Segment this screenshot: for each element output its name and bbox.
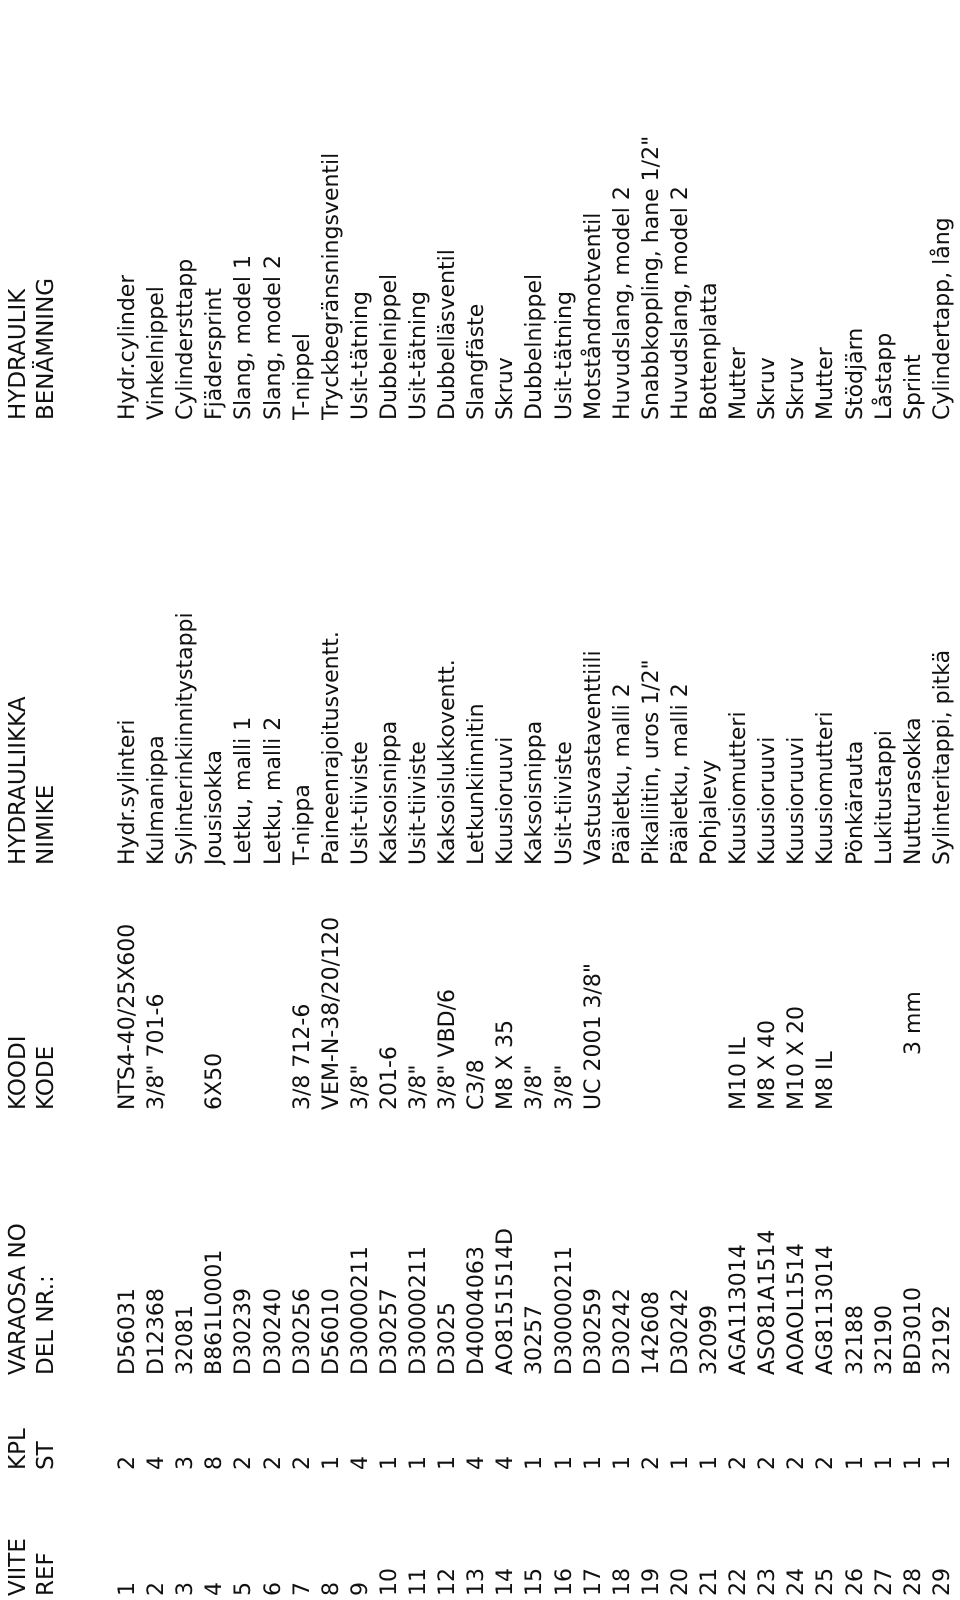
part-no-cell: D30242 — [609, 1288, 635, 1375]
code-cell: 3 mm — [900, 991, 926, 1055]
code-cell: NTS4-40/25X600 — [115, 923, 140, 1110]
name-fi-cell: Lukitustappi — [871, 730, 897, 865]
part-no-cell: AGA113014 — [726, 1244, 752, 1375]
name-fi-cell: Usit-tiiviste — [406, 741, 431, 865]
name-se-cell: Bottenplatta — [697, 282, 722, 420]
table-row — [201, 0, 229, 1600]
code-cell: M10 IL — [726, 1037, 752, 1110]
qty-cell: 1 — [929, 1456, 955, 1470]
ref-cell: 14 — [493, 1568, 519, 1596]
code-cell: 3/8" — [347, 1064, 373, 1110]
part-no-cell: D30256 — [289, 1288, 315, 1375]
part-no-cell: D3025 — [435, 1302, 461, 1375]
header-name-se: HYDRAULIK — [5, 288, 31, 420]
name-fi-cell: Jousisokka — [202, 750, 228, 865]
part-no-cell: D30000211 — [347, 1246, 373, 1375]
name-se-cell: Huvudslang, model 2 — [667, 186, 693, 420]
qty-cell: 1 — [842, 1456, 868, 1470]
code-cell: 6X50 — [202, 1052, 228, 1110]
code-cell: UC 2001 3/8" — [580, 963, 606, 1110]
part-no-cell: 32188 — [842, 1305, 868, 1375]
table-row — [260, 0, 288, 1600]
name-fi-cell: Sylinterinkiinnitystappi — [173, 612, 199, 865]
name-fi-cell: Usit-tiiviste — [551, 741, 577, 865]
name-se-cell: Fjädersprint — [202, 288, 228, 420]
part-no-cell: BD3010 — [900, 1286, 926, 1375]
qty-cell: 1 — [580, 1456, 606, 1470]
name-se-cell: Mutter — [813, 347, 839, 420]
header-code: KOODI — [5, 1035, 31, 1110]
qty-cell: 8 — [202, 1456, 228, 1470]
table-row — [871, 0, 899, 1600]
name-se-cell: Slang, model 1 — [231, 255, 257, 420]
qty-cell: 2 — [115, 1456, 140, 1470]
qty-cell: 2 — [260, 1456, 286, 1470]
ref-cell: 9 — [347, 1582, 373, 1596]
qty-cell: 1 — [697, 1456, 722, 1470]
table-row — [842, 0, 870, 1600]
header-row-2 — [32, 0, 60, 1600]
ref-cell: 3 — [173, 1582, 199, 1596]
part-no-cell: 32099 — [697, 1305, 722, 1375]
ref-cell: 23 — [755, 1568, 781, 1596]
name-fi-cell: Kaksoislukkoventt. — [435, 659, 461, 865]
ref-cell: 1 — [115, 1582, 140, 1596]
part-no-cell: D30240 — [260, 1288, 286, 1375]
qty-cell: 2 — [784, 1456, 810, 1470]
table-row — [463, 0, 491, 1600]
table-row — [492, 0, 520, 1600]
name-fi-cell: Pikaliitin, uros 1/2" — [638, 659, 664, 865]
table-row — [725, 0, 753, 1600]
header-name-fi: NIMIKE — [33, 784, 59, 865]
table-row — [376, 0, 404, 1600]
table-row — [347, 0, 375, 1600]
name-fi-cell: T-nippa — [289, 784, 315, 865]
table-row — [318, 0, 346, 1600]
table-row — [929, 0, 957, 1600]
name-se-cell: Låstapp — [871, 332, 897, 420]
ref-cell: 16 — [551, 1568, 577, 1596]
part-no-cell: D40004063 — [464, 1246, 490, 1375]
part-no-cell: D30242 — [667, 1288, 693, 1375]
part-no-cell: 142608 — [638, 1291, 664, 1375]
qty-cell: 1 — [609, 1456, 635, 1470]
ref-cell: 15 — [522, 1568, 548, 1596]
ref-cell: 8 — [318, 1582, 344, 1596]
part-no-cell: D56010 — [318, 1288, 344, 1375]
name-fi-cell: Kuusioruuvi — [755, 736, 781, 865]
name-fi-cell: Vastusvastaventtiili — [580, 650, 606, 865]
table-row — [405, 0, 433, 1600]
name-se-cell: Cylindersttapp — [173, 258, 199, 420]
ref-cell: 17 — [580, 1568, 606, 1596]
part-no-cell: 30257 — [522, 1305, 548, 1375]
qty-cell: 1 — [318, 1456, 344, 1470]
ref-cell: 11 — [406, 1568, 431, 1596]
name-fi-cell: Pääletku, malli 2 — [667, 683, 693, 865]
name-fi-cell: Kulmanippa — [144, 735, 170, 865]
header-part-no: VARAOSA NO — [5, 1223, 31, 1375]
table-row — [230, 0, 258, 1600]
qty-cell: 2 — [231, 1456, 257, 1470]
name-fi-cell: Pohjalevy — [697, 759, 722, 865]
name-se-cell: Vinkelnippel — [144, 286, 170, 420]
code-cell: 201-6 — [376, 1046, 402, 1110]
qty-cell: 2 — [289, 1456, 315, 1470]
name-se-cell: Usit-tätning — [406, 291, 431, 420]
code-cell: 3/8" — [551, 1064, 577, 1110]
name-fi-cell: Usit-tiiviste — [347, 741, 373, 865]
code-cell: M8 X 40 — [755, 1019, 781, 1110]
qty-cell: 4 — [464, 1456, 490, 1470]
code-cell: M10 X 20 — [784, 1005, 810, 1110]
name-fi-cell: Nutturasokka — [900, 717, 926, 865]
header-ref: VIITE — [5, 1538, 31, 1596]
part-no-cell: D30257 — [376, 1288, 402, 1375]
table-row — [696, 0, 724, 1600]
code-cell: 3/8 712-6 — [289, 1003, 315, 1110]
name-fi-cell: Kaksoisnippa — [376, 720, 402, 865]
part-no-cell: B861L0001 — [202, 1249, 228, 1375]
qty-cell: 1 — [551, 1456, 577, 1470]
table-row — [812, 0, 840, 1600]
part-no-cell: AG8113014 — [813, 1245, 839, 1375]
name-fi-cell: Paineenrajoitusventt. — [318, 631, 344, 865]
ref-cell: 5 — [231, 1582, 257, 1596]
qty-cell: 1 — [406, 1456, 431, 1470]
table-row — [521, 0, 549, 1600]
qty-cell: 2 — [638, 1456, 664, 1470]
name-se-cell: Sprint — [900, 354, 926, 420]
table-row — [289, 0, 317, 1600]
ref-cell: 19 — [638, 1568, 664, 1596]
ref-cell: 4 — [202, 1582, 228, 1596]
code-cell: 3/8" VBD/6 — [435, 988, 461, 1110]
qty-cell: 1 — [435, 1456, 461, 1470]
name-fi-cell: Sylinteritappi, pitkä — [929, 649, 955, 865]
qty-cell: 1 — [667, 1456, 693, 1470]
part-no-cell: AO8151514D — [493, 1228, 519, 1375]
header-name-se: BENÄMNING — [33, 277, 59, 420]
code-cell: M8 IL — [813, 1051, 839, 1110]
name-se-cell: Skruv — [493, 357, 519, 420]
part-no-cell: D30000211 — [406, 1246, 431, 1375]
ref-cell: 13 — [464, 1568, 490, 1596]
name-se-cell: Slang, model 2 — [260, 255, 286, 420]
part-no-cell: 32081 — [173, 1305, 199, 1375]
ref-cell: 24 — [784, 1568, 810, 1596]
name-se-cell: Skruv — [755, 357, 781, 420]
ref-cell: 2 — [144, 1582, 170, 1596]
part-no-cell: 32192 — [929, 1305, 955, 1375]
table-row — [143, 0, 171, 1600]
name-se-cell: Stödjärn — [842, 327, 868, 420]
name-se-cell: Motståndmotventil — [580, 212, 606, 420]
ref-cell: 10 — [376, 1568, 402, 1596]
header-name-fi: HYDRAULIIKKA — [5, 696, 31, 865]
table-row — [172, 0, 200, 1600]
name-se-cell: T-nippel — [289, 333, 315, 420]
header-qty: ST — [33, 1441, 59, 1470]
part-no-cell: ASO81A1514 — [755, 1229, 781, 1375]
ref-cell: 22 — [726, 1568, 752, 1596]
table-row — [667, 0, 695, 1600]
name-fi-cell: Kuusioruuvi — [493, 736, 519, 865]
part-no-cell: D30239 — [231, 1288, 257, 1375]
name-se-cell: Dubbelnippel — [522, 273, 548, 420]
code-cell: 3/8" 701-6 — [144, 993, 170, 1110]
qty-cell: 4 — [493, 1456, 519, 1470]
qty-cell: 2 — [726, 1456, 752, 1470]
code-cell: 3/8" — [406, 1064, 431, 1110]
name-se-cell: Hydr.cylinder — [115, 274, 140, 420]
name-fi-cell: Letkunkiinnitin — [464, 703, 490, 865]
part-no-cell: D30000211 — [551, 1246, 577, 1375]
qty-cell: 1 — [900, 1456, 926, 1470]
ref-cell: 7 — [289, 1582, 315, 1596]
part-no-cell: AOAOL1514 — [784, 1243, 810, 1375]
ref-cell: 20 — [667, 1568, 693, 1596]
qty-cell: 1 — [871, 1456, 897, 1470]
ref-cell: 18 — [609, 1568, 635, 1596]
name-fi-cell: Kaksoisnippa — [522, 720, 548, 865]
qty-cell: 4 — [347, 1456, 373, 1470]
name-se-cell: Dubbelnippel — [376, 273, 402, 420]
part-no-cell: D12368 — [144, 1288, 170, 1375]
ref-cell: 12 — [435, 1568, 461, 1596]
code-cell: C3/8 — [464, 1059, 490, 1110]
ref-cell: 6 — [260, 1582, 286, 1596]
name-fi-cell: Pönkärauta — [842, 740, 868, 865]
name-fi-cell: Kuusioruuvi — [784, 736, 810, 865]
name-se-cell: Mutter — [726, 347, 752, 420]
name-se-cell: Usit-tätning — [347, 291, 373, 420]
table-row — [754, 0, 782, 1600]
name-fi-cell: Letku, malli 2 — [260, 716, 286, 865]
header-code: KODE — [33, 1045, 59, 1110]
ref-cell: 29 — [929, 1568, 955, 1596]
code-cell: VEM-N-38/20/120 — [318, 916, 344, 1110]
name-fi-cell: Pääletku, malli 2 — [609, 683, 635, 865]
name-fi-cell: Kuusiomutteri — [726, 711, 752, 865]
qty-cell: 2 — [813, 1456, 839, 1470]
qty-cell: 1 — [376, 1456, 402, 1470]
ref-cell: 28 — [900, 1568, 926, 1596]
part-no-cell: 32190 — [871, 1305, 897, 1375]
name-fi-cell: Hydr.sylinteri — [115, 719, 140, 865]
name-se-cell: Skruv — [784, 357, 810, 420]
name-se-cell: Dubbelläsventil — [435, 249, 461, 420]
qty-cell: 4 — [144, 1456, 170, 1470]
code-cell: M8 X 35 — [493, 1019, 519, 1110]
name-se-cell: Huvudslang, model 2 — [609, 186, 635, 420]
table-row — [609, 0, 637, 1600]
ref-cell: 21 — [697, 1568, 722, 1596]
header-row-1 — [4, 0, 32, 1600]
name-se-cell: Usit-tätning — [551, 291, 577, 420]
ref-cell: 25 — [813, 1568, 839, 1596]
name-se-cell: Cylindertapp, lång — [929, 217, 955, 420]
header-ref: REF — [33, 1552, 59, 1596]
ref-cell: 26 — [842, 1568, 868, 1596]
name-fi-cell: Letku, malli 1 — [231, 716, 257, 865]
table-row — [434, 0, 462, 1600]
table-row — [783, 0, 811, 1600]
header-qty: KPL — [5, 1428, 31, 1470]
part-no-cell: D30259 — [580, 1288, 606, 1375]
qty-cell: 3 — [173, 1456, 199, 1470]
name-fi-cell: Kuusiomutteri — [813, 711, 839, 865]
table-row — [551, 0, 579, 1600]
name-se-cell: Slangfäste — [464, 303, 490, 420]
table-row — [638, 0, 666, 1600]
header-part-no: DEL NR.: — [33, 1275, 59, 1375]
qty-cell: 2 — [755, 1456, 781, 1470]
qty-cell: 1 — [522, 1456, 548, 1470]
name-se-cell: Tryckbegränsningsventil — [318, 152, 344, 420]
code-cell: 3/8" — [522, 1064, 548, 1110]
ref-cell: 27 — [871, 1568, 897, 1596]
name-se-cell: Snabbkoppling, hane 1/2" — [638, 135, 664, 420]
part-no-cell: D56031 — [115, 1288, 140, 1375]
table-row — [114, 0, 142, 1600]
table-row — [900, 0, 928, 1600]
table-row — [580, 0, 608, 1600]
